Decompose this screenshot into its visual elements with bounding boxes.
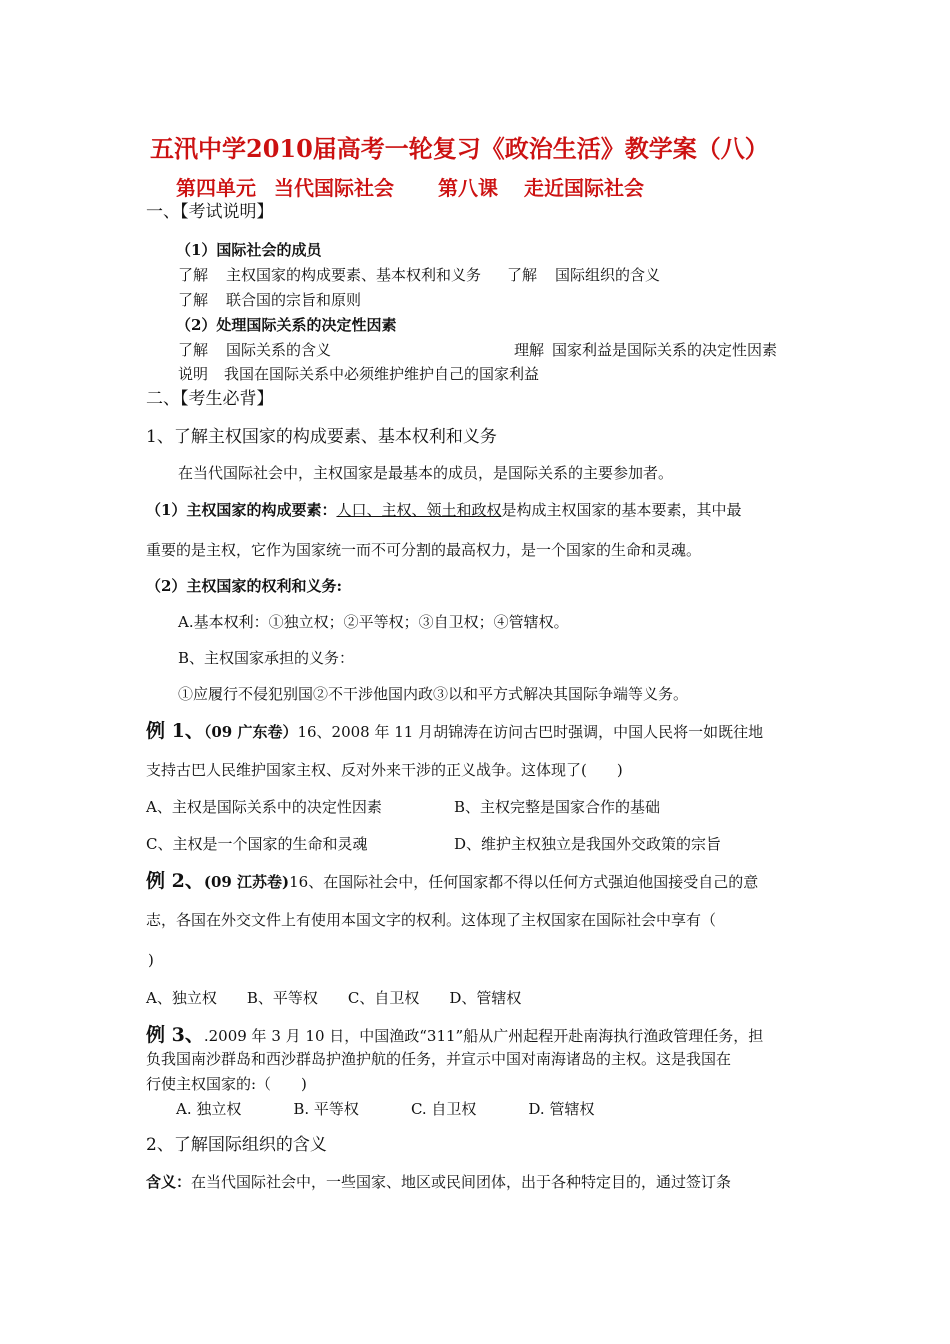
requirement-text: 国家利益是国际关系的决定性因素	[552, 341, 778, 359]
option-a: A、主权是国际关系中的决定性因素	[146, 798, 382, 816]
requirement-text: 主权国家的构成要素、基本权利和义务	[226, 266, 482, 284]
option-c: C、主权是一个国家的生命和灵魂	[146, 835, 368, 853]
subheading-members: （1）国际社会的成员	[176, 241, 322, 259]
requirement-row	[178, 340, 331, 360]
requirement-text: 我国在国际关系中必须维护维护自己的国家利益	[224, 365, 540, 383]
key-terms: 人口、主权、领土和政权	[336, 501, 502, 519]
paragraph: 重要的是主权，它作为国家统一而不可分割的最高权力，是一个国家的生命和灵魂。	[146, 541, 702, 559]
example-text: 16、2008 年 11 月胡锦涛在访问古巴时强调，中国人民将一如既往地	[297, 723, 764, 741]
definition-text: 在当代国际社会中，一些国家、地区或民间团体，出于各种特定目的，通过签订条	[191, 1173, 732, 1191]
options-row	[176, 1099, 594, 1119]
option-c: C、自卫权	[347, 989, 420, 1007]
unit-label: 第四单元	[176, 176, 256, 200]
section-heading-memorize: 二、【考生必背】	[146, 389, 274, 409]
paragraph	[146, 1172, 731, 1192]
unit-name: 当代国际社会	[274, 176, 394, 200]
lesson-name: 走近国际社会	[524, 176, 644, 200]
paragraph-lead: （1）主权国家的构成要素：	[146, 501, 337, 519]
example-text: )	[148, 951, 154, 969]
subheading-rights: （2）主权国家的权利和义务:	[146, 577, 342, 595]
paragraph: 在当代国际社会中，主权国家是最基本的成员，是国际关系的主要参加者。	[178, 464, 674, 482]
options-row	[146, 988, 521, 1008]
option-a: A. 独立权	[176, 1100, 242, 1118]
option-a: A、独立权	[146, 989, 217, 1007]
subheading-factors: （2）处理国际关系的决定性因素	[176, 316, 397, 334]
example-text: .2009 年 3 月 10 日，中国渔政“311”船从广州起程开赴南海执行渔政管理任务，担	[203, 1027, 764, 1045]
requirement-tag: 了解	[507, 266, 538, 284]
requirement-text: 国际组织的含义	[555, 266, 661, 284]
example-text: 负我国南沙群岛和西沙群岛护渔护航的任务，并宣示中国对南海诸岛的主权。这是我国在	[146, 1050, 732, 1068]
requirement-row	[178, 364, 539, 384]
lesson-label: 第八课	[438, 176, 498, 200]
paragraph	[146, 500, 741, 520]
topic-heading: 2、了解国际组织的含义	[146, 1135, 327, 1155]
requirement-tag: 了解	[178, 341, 209, 359]
example-question	[146, 869, 758, 894]
option-d: D、维护主权独立是我国外交政策的宗旨	[454, 835, 722, 853]
requirement-row	[178, 265, 660, 285]
example-text: 志，各国在外交文件上有使用本国文字的权利。这体现了主权国家在国际社会中享有（	[146, 911, 717, 929]
option-b: B. 平等权	[293, 1100, 359, 1118]
option-b: B、主权完整是国家合作的基础	[454, 798, 661, 816]
example-question	[146, 719, 763, 744]
option-d: D. 管辖权	[528, 1100, 595, 1118]
paragraph: ①应履行不侵犯别国②不干涉他国内政③以和平方式解决其国际争端等义务。	[178, 685, 689, 703]
definition-label: 含义：	[146, 1173, 192, 1191]
requirement-text: 联合国的宗旨和原则	[226, 291, 362, 309]
page-title: 五汛中学2010届高考一轮复习《政治生活》教学案（八）	[150, 134, 769, 163]
unit-heading	[176, 176, 644, 200]
requirement-text: 国际关系的含义	[226, 341, 332, 359]
requirement-tag: 了解	[178, 291, 209, 309]
option-c: C. 自卫权	[410, 1100, 477, 1118]
requirement-tag: 理解	[514, 341, 545, 359]
example-text: 行使主权国家的:（ )	[146, 1075, 307, 1093]
example-label: 例 1、	[146, 720, 204, 742]
section-heading-exam: 一、【考试说明】	[146, 202, 274, 222]
example-text: 16、在国际社会中，任何国家都不得以任何方式强迫他国接受自己的意	[289, 873, 759, 891]
example-source: (09 江苏卷)	[203, 873, 290, 891]
example-question	[146, 1023, 763, 1048]
example-source: （09 广东卷）	[203, 723, 298, 741]
example-text: 支持古巴人民维护国家主权、反对外来干涉的正义战争。这体现了( )	[146, 761, 623, 779]
topic-heading: 1、了解主权国家的构成要素、基本权利和义务	[146, 427, 497, 447]
requirement-tag: 了解	[178, 266, 209, 284]
example-label: 例 3、	[146, 1024, 204, 1046]
requirement-tag: 说明	[178, 365, 209, 383]
paragraph-text: 是构成主权国家的基本要素，其中最	[501, 501, 742, 519]
requirement-row	[178, 290, 361, 310]
option-d: D、管辖权	[449, 989, 522, 1007]
paragraph: B、主权国家承担的义务：	[178, 649, 355, 667]
requirement-row	[514, 340, 777, 360]
example-label: 例 2、	[146, 870, 204, 892]
option-b: B、平等权	[246, 989, 318, 1007]
paragraph: A.基本权利：①独立权；②平等权；③自卫权；④管辖权。	[178, 613, 569, 631]
